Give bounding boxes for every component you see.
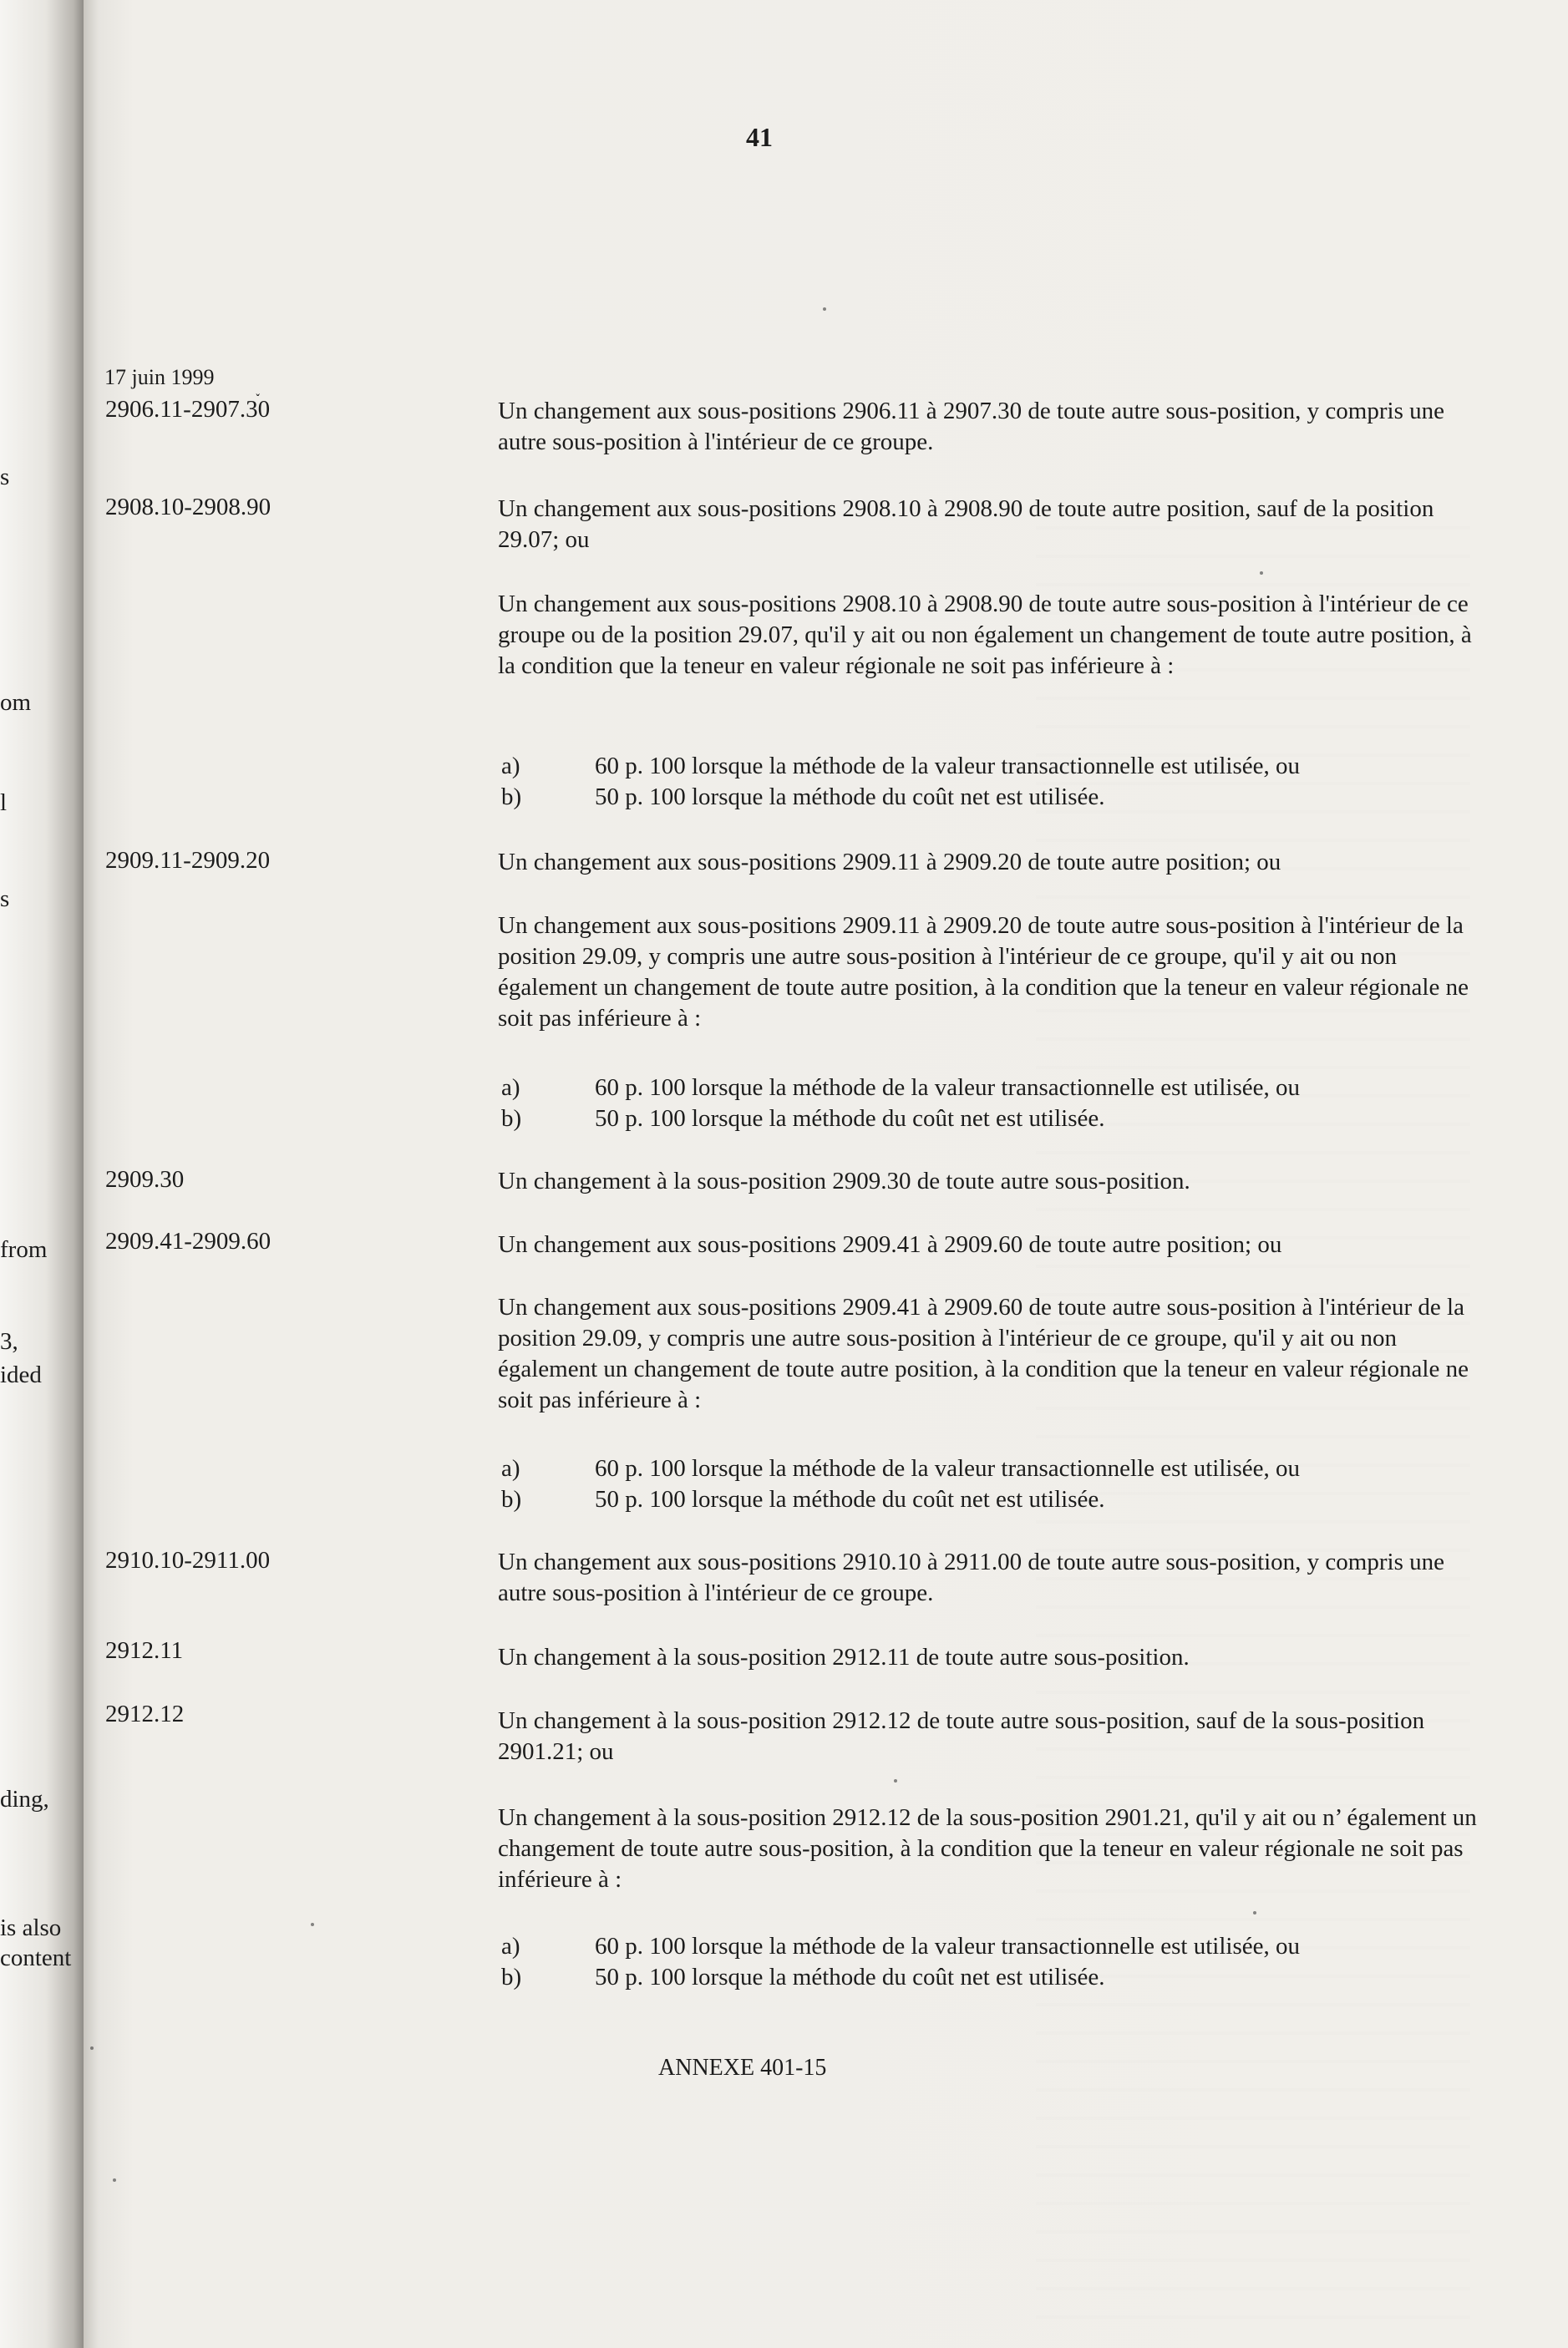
item-text: 50 p. 100 lorsque la méthode du coût net est utilisée. (595, 1486, 1105, 1513)
item-text: 50 p. 100 lorsque la méthode du coût net est utilisée. (595, 1964, 1105, 1990)
left-page-bleed-text: ding, (0, 1786, 49, 1813)
scan-speck (90, 2046, 94, 2050)
item-letter: a) (501, 1074, 520, 1101)
left-page-bleed-text: l (0, 789, 8, 816)
book-binding-shadow (0, 0, 84, 2348)
left-page-bleed-text: content (0, 1945, 72, 1971)
item-text: 60 p. 100 lorsque la méthode de la valeur transactionnelle est utilisée, ou (595, 753, 1300, 779)
item-letter: a) (501, 1455, 520, 1482)
condition-item (501, 751, 1300, 782)
rule-paragraph: Un changement aux sous-positions 2909.41 à 2909.60 de toute autre sous-position à l'intérieur de la position 29.09, y compris une autre sous-position à l'intérieur de ce groupe, qu'il y ait ou non également un changement de toute autre position, à la condition que la teneur en valeur régionale ne soit pas inférieure à : (498, 1294, 1469, 1413)
rule-paragraph: Un changement aux sous-positions 2908.10 à 2908.90 de toute autre sous-position à l'intérieur de ce groupe ou de la position 29.07, qu'il y ait ou non également un changement de toute autre position, à la condition que la teneur en valeur régionale ne soit pas inférieure à : (498, 591, 1472, 679)
item-letter: b) (501, 1486, 522, 1513)
left-page-bleed-text: om (0, 689, 32, 716)
tariff-code: 2912.12 (105, 1701, 185, 1727)
left-page-bleed-text: is also (0, 1914, 62, 1941)
item-letter: a) (501, 753, 520, 779)
tariff-code: 2909.11-2909.20 (105, 847, 271, 874)
rule-paragraph: Un changement aux sous-positions 2910.10 à 2911.00 de toute autre sous-position, y compris une autre sous-position à l'intérieur de ce groupe. (498, 1549, 1444, 1606)
condition-item (501, 1962, 1105, 1993)
condition-item (501, 1103, 1105, 1134)
left-page-bleed-text: ided (0, 1362, 42, 1388)
rule-paragraph: Un changement à la sous-position 2912.11 de toute autre sous-position. (498, 1644, 1190, 1671)
rule-paragraph: Un changement aux sous-positions 2906.11 à 2907.30 de toute autre sous-position, y compris une autre sous-position à l'intérieur de ce groupe. (498, 398, 1444, 455)
scan-speck (823, 307, 826, 311)
left-page-bleed-text: 3, (0, 1328, 18, 1355)
left-page-bleed-text: from (0, 1236, 48, 1263)
item-letter: a) (501, 1933, 520, 1960)
scan-speck (113, 2178, 116, 2182)
tariff-code: 2909.30 (105, 1166, 185, 1193)
annex-footer: ANNEXE 401-15 (658, 2055, 827, 2081)
scan-speck (311, 1923, 314, 1926)
item-text: 60 p. 100 lorsque la méthode de la valeur transactionnelle est utilisée, ou (595, 1933, 1300, 1960)
date-handwritten-mark: ˯ (255, 376, 261, 397)
item-text: 50 p. 100 lorsque la méthode du coût net est utilisée. (595, 1105, 1105, 1132)
item-text: 60 p. 100 lorsque la méthode de la valeur transactionnelle est utilisée, ou (595, 1455, 1300, 1482)
document-date: 17 juin 1999 (104, 365, 215, 389)
page-number: 41 (746, 122, 773, 152)
item-letter: b) (501, 1964, 522, 1990)
condition-item (501, 782, 1105, 813)
left-page-bleed-text: s (0, 464, 10, 490)
rule-paragraph: Un changement à la sous-position 2912.12 de la sous-position 2901.21, qu'il y ait ou n’ également un changement de toute autre sous-position, à la condition que la teneur en valeur régionale ne soit pas inférieure à : (498, 1804, 1477, 1893)
rule-paragraph: Un changement aux sous-positions 2909.11 à 2909.20 de toute autre position; ou (498, 849, 1281, 875)
scan-speck (1260, 571, 1263, 575)
condition-item (501, 1484, 1105, 1515)
tariff-code: 2908.10-2908.90 (105, 494, 271, 520)
rule-paragraph: Un changement aux sous-positions 2909.41 à 2909.60 de toute autre position; ou (498, 1231, 1282, 1258)
rule-paragraph: Un changement aux sous-positions 2908.10 à 2908.90 de toute autre position, sauf de la position 29.07; ou (498, 495, 1434, 553)
item-letter: b) (501, 784, 522, 810)
rule-paragraph: Un changement à la sous-position 2909.30 de toute autre sous-position. (498, 1168, 1190, 1194)
rule-paragraph: Un changement aux sous-positions 2909.11 à 2909.20 de toute autre sous-position à l'intérieur de la position 29.09, y compris une autre sous-position à l'intérieur de ce groupe, qu'il y ait ou non également un changement de toute autre position, à la condition que la teneur en valeur régionale ne soit pas inférieure à : (498, 912, 1469, 1032)
item-text: 50 p. 100 lorsque la méthode du coût net est utilisée. (595, 784, 1105, 810)
condition-item (501, 1073, 1300, 1103)
tariff-code: 2906.11-2907.30 (105, 396, 271, 423)
left-page-bleed-text: s (0, 885, 10, 912)
item-letter: b) (501, 1105, 522, 1132)
scan-speck (1253, 1911, 1256, 1914)
item-text: 60 p. 100 lorsque la méthode de la valeur transactionnelle est utilisée, ou (595, 1074, 1300, 1101)
condition-item (501, 1453, 1300, 1484)
scan-speck (894, 1779, 897, 1783)
tariff-code: 2910.10-2911.00 (105, 1547, 271, 1574)
tariff-code: 2912.11 (105, 1637, 184, 1664)
condition-item (501, 1931, 1300, 1962)
tariff-code: 2909.41-2909.60 (105, 1228, 271, 1255)
rule-paragraph: Un changement à la sous-position 2912.12 de toute autre sous-position, sauf de la sous-position 2901.21; ou (498, 1707, 1425, 1765)
